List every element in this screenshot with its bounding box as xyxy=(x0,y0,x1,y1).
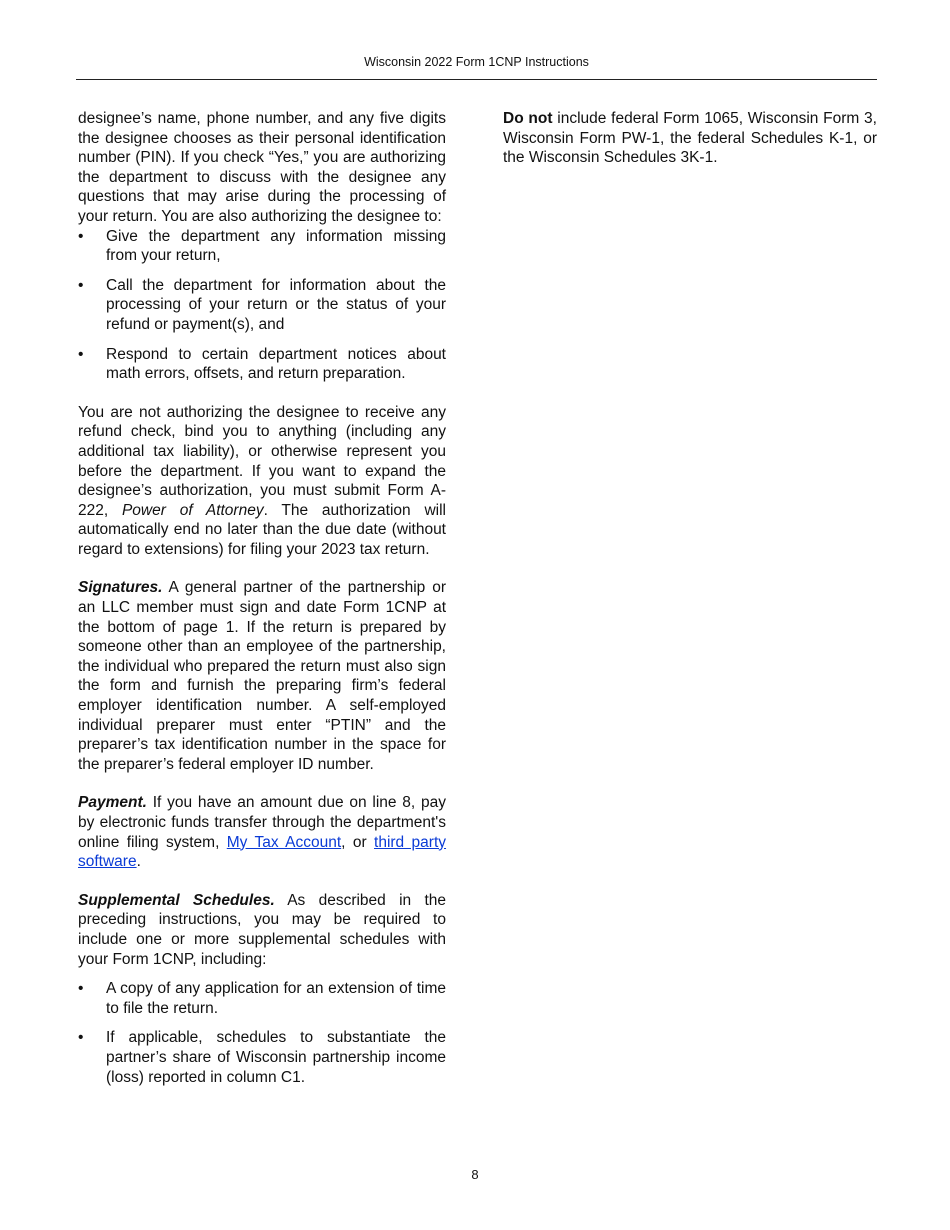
power-of-attorney-title: Power of Attorney xyxy=(121,501,264,519)
list-item-text: Give the department any information missing from your return, xyxy=(106,227,446,265)
signatures-heading: Signatures. xyxy=(78,579,163,597)
do-not-include-paragraph xyxy=(503,109,877,168)
list-item-text: If applicable, schedules to substantiate the partner’s share of Wisconsin partnership income (loss) reported in column C1. xyxy=(106,1029,446,1086)
list-item xyxy=(78,227,446,266)
bullet-icon: • xyxy=(78,345,84,363)
do-not-heading: Do not xyxy=(503,110,553,127)
not-authorizing-text-end: . The authorization will automatically end no later than the due date (without regard to extensions) for filing your 2023 tax return. xyxy=(78,501,446,558)
payment-text: If you have an amount due on line 8, pay by electronic funds transfer through the department's online filing system, xyxy=(78,794,446,851)
supplemental-schedules-text: As described in the preceding instructions, you may be required to include one or more supplemental schedules with your Form 1CNP, including: xyxy=(78,891,446,968)
not-authorizing-paragraph xyxy=(78,403,446,560)
third-party-software-link[interactable]: third party software xyxy=(78,833,447,871)
bullet-icon: • xyxy=(78,227,84,245)
list-item xyxy=(78,276,446,335)
payment-text-end: . xyxy=(136,853,141,871)
left-column xyxy=(78,109,446,1087)
bullet-icon: • xyxy=(78,980,84,998)
bullet-icon: • xyxy=(78,276,84,294)
list-item-text: Call the department for information about the processing of your return or the status of your refund or payment(s), and xyxy=(106,276,446,333)
not-authorizing-text: You are not authorizing the designee to receive any refund check, bind you to anything (including any additional tax liability), or otherwise represent you before the department. If you want to expand the designee’s authorization, you must submit Form A-222, xyxy=(78,403,446,519)
right-column xyxy=(503,109,877,168)
my-tax-account-link[interactable]: My Tax Account xyxy=(226,833,342,851)
list-item xyxy=(78,979,446,1018)
do-not-include-text: include federal Form 1065, Wisconsin Form 3, Wisconsin Form PW-1, the federal Schedules K-1, or the Wisconsin Schedules 3K-1. xyxy=(503,110,877,167)
signatures-paragraph xyxy=(78,578,446,774)
designee-intro-paragraph: designee’s name, phone number, and any five digits the designee chooses as their personal identification number (PIN). If you check “Yes,” you are authorizing the department to discuss with the designee any questions that may arise during the processing of your return. You are also authorizing the designee to: xyxy=(78,110,446,225)
list-item-text: A copy of any application for an extension of time to file the return. xyxy=(106,980,446,1017)
supplemental-schedules-paragraph xyxy=(78,891,446,969)
payment-text-mid: , or xyxy=(341,833,375,851)
payment-paragraph xyxy=(78,793,446,871)
header-title: Wisconsin 2022 Form 1CNP Instructions xyxy=(364,55,589,69)
supplemental-schedules-list xyxy=(78,979,446,1087)
supplemental-schedules-heading: Supplemental Schedules. xyxy=(78,891,275,909)
list-item xyxy=(78,1028,446,1087)
page-number: 8 xyxy=(471,1167,479,1182)
bullet-icon: • xyxy=(78,1029,84,1047)
page-header xyxy=(76,55,877,80)
payment-heading: Payment. xyxy=(78,794,147,812)
signatures-text: A general partner of the partnership or an LLC member must sign and date Form 1CNP at the bottom of page 1. If the return is prepared by someone other than an employee of the partnership, the individual who prepared the return must also sign the form and furnish the preparing firm’s federal employer identification number. A self-employed individual preparer must enter “PTIN” and the preparer’s tax identification number in the space for the preparer’s federal employer ID number. xyxy=(78,579,446,773)
list-item-text: Respond to certain department notices about math errors, offsets, and return preparation. xyxy=(106,345,446,383)
list-item xyxy=(78,345,446,384)
designee-authorization-list xyxy=(78,227,446,384)
